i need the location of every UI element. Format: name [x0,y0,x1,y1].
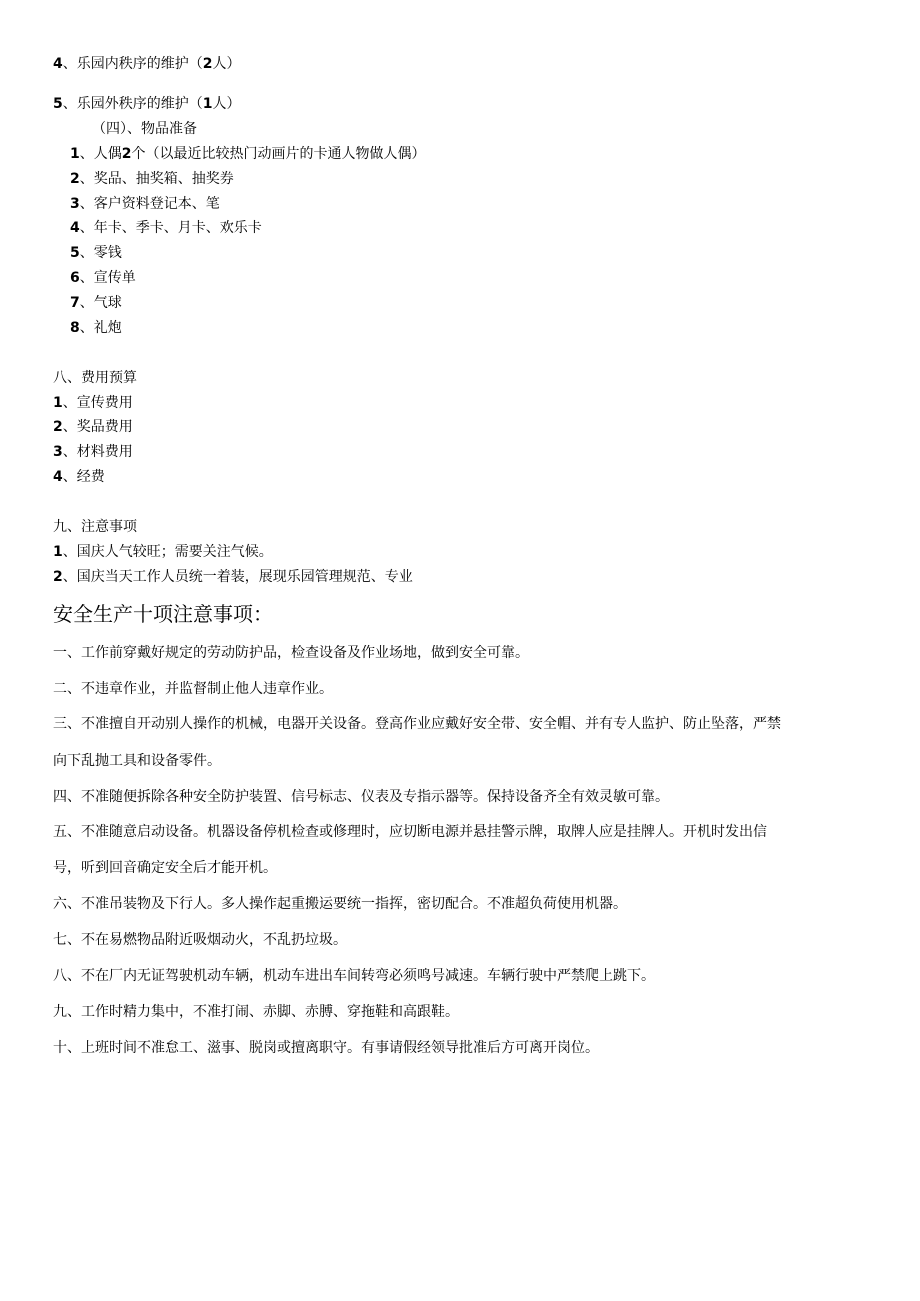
supplies-item [70,196,220,212]
item-number: 4 [70,220,80,236]
item-text: 、客户资料登记本、笔 [79,196,220,212]
supplies-item [70,245,122,261]
staff-item [53,56,241,72]
safety-rule: 九、工作时精力集中，不准打闹、赤脚、赤膊、穿拖鞋和高跟鞋。 [53,1004,459,1020]
budget-item [53,444,133,460]
item-text: 、国庆人气较旺；需要关注气候。 [62,544,273,560]
item-count: 1 [202,96,213,112]
item-text: 、零钱 [79,245,122,261]
item-number: 7 [70,295,80,311]
item-number: 1 [53,395,63,411]
supplies-item [70,146,426,162]
safety-title: 安全生产十项注意事项： [53,602,273,626]
safety-rule: 八、不在厂内无证驾驶机动车辆，机动车进出车间转弯必须鸣号减速。车辆行驶中严禁爬上跳下。 [53,968,655,984]
item-text: 、宣传单 [79,270,136,286]
item-number: 2 [70,171,80,187]
budget-item [53,395,133,411]
item-count: 2 [121,146,132,162]
safety-rule-continued: 向下乱抛工具和设备零件。 [53,753,221,769]
item-text: 、经费 [62,469,105,485]
notes-item [53,569,413,585]
safety-rule-continued: 号，听到回音确定安全后才能开机。 [53,860,277,876]
supplies-item [70,320,122,336]
safety-rule: 二、不违章作业，并监督制止他人违章作业。 [53,681,333,697]
notes-item [53,544,273,560]
budget-item [53,419,133,435]
item-text: 、奖品费用 [62,419,133,435]
item-number: 6 [70,270,80,286]
supplies-item [70,295,122,311]
supplies-item [70,171,234,187]
item-count: 2 [202,56,213,72]
safety-rule: 六、不准吊装物及下行人。多人操作起重搬运要统一指挥，密切配合。不准超负荷使用机器。 [53,896,627,912]
item-number: 4 [53,469,63,485]
item-number: 8 [70,320,80,336]
safety-rule: 四、不准随便拆除各种安全防护装置、信号标志、仪表及专指示器等。保持设备齐全有效灵敏可靠。 [53,789,669,805]
item-text: 、奖品、抽奖箱、抽奖券 [79,171,234,187]
item-text: 、宣传费用 [62,395,133,411]
item-number: 5 [70,245,80,261]
item-text: 、乐园外秩序的维护（ [62,96,203,112]
item-number: 1 [70,146,80,162]
notes-heading: 九、注意事项 [53,519,137,535]
staff-item [53,96,241,112]
safety-rule: 三、不准擅自开动别人操作的机械，电器开关设备。登高作业应戴好安全带、安全帽、并有专人监护、防止坠落，严禁 [53,716,781,732]
safety-rule: 一、工作前穿戴好规定的劳动防护品，检查设备及作业场地，做到安全可靠。 [53,645,529,661]
item-number: 4 [53,56,63,72]
safety-rule: 十、上班时间不准怠工、滋事、脱岗或擅离职守。有事请假经领导批准后方可离开岗位。 [53,1040,599,1056]
item-number: 2 [53,569,63,585]
item-text: 、乐园内秩序的维护（ [62,56,203,72]
safety-rule: 五、不准随意启动设备。机器设备停机检查或修理时，应切断电源并悬挂警示牌，取牌人应是挂牌人。开机时发出信 [53,824,767,840]
item-number: 3 [53,444,63,460]
supplies-heading: （四）、物品准备 [92,121,197,137]
item-text: 、国庆当天工作人员统一着装，展现乐园管理规范、专业 [62,569,413,585]
safety-rule: 七、不在易燃物品附近吸烟动火，不乱扔垃圾。 [53,932,347,948]
supplies-item [70,270,136,286]
budget-heading: 八、费用预算 [53,370,137,386]
item-text: 、礼炮 [79,320,122,336]
item-number: 2 [53,419,63,435]
item-text: 、人偶 [79,146,122,162]
item-text: 、气球 [79,295,122,311]
supplies-item [70,220,262,236]
item-tail: 人） [212,96,241,112]
item-text: 、年卡、季卡、月卡、欢乐卡 [79,220,262,236]
item-number: 5 [53,96,63,112]
item-tail: 个（以最近比较热门动画片的卡通人物做人偶） [131,146,426,162]
item-tail: 人） [212,56,241,72]
item-number: 3 [70,196,80,212]
budget-item [53,469,105,485]
item-number: 1 [53,544,63,560]
item-text: 、材料费用 [62,444,133,460]
